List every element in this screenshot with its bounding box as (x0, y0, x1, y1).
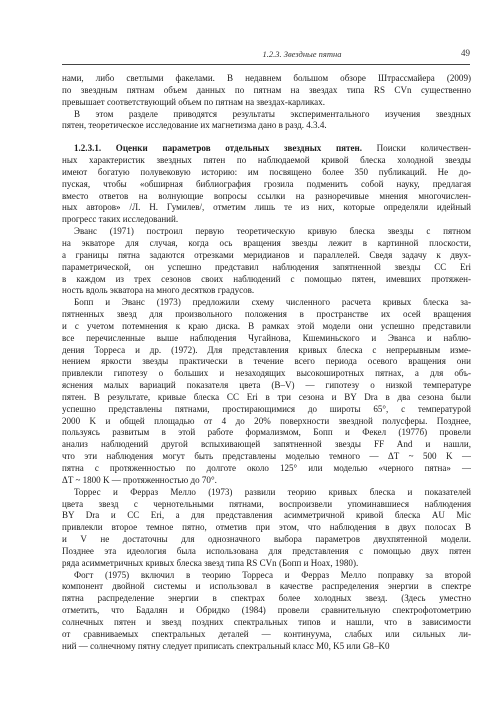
text-line: пятна с протяженностью по долготе около 125° или моделью «черного пятна» — (62, 463, 471, 473)
text-line: на экваторе для случая, когда ось вращения звезды лежит в картинной плоскости, (62, 237, 471, 248)
text-line: что эти наблюдения могут быть представлены моделью темного — ΔT ~ 500 K — (62, 451, 471, 462)
page-header (62, 46, 470, 65)
section-heading: 1.2.3.1. Оценки параметров отдельных звездных пятен. (74, 143, 362, 154)
paragraph (62, 109, 471, 133)
text-line: пятен. В результате, кривые блеска CC Eri в три сезона и BY Dra в два сезона были (62, 391, 471, 402)
text-line: ных характеристик звездных пятен по наблюдаемой кривой блеска холодной звезды (62, 155, 471, 166)
text-line: по звездным пятнам объем данных по пятнам на звездах типа RS CVn существенно (62, 84, 471, 95)
text-line: нами, либо светлыми факелами. В недавнем большом обзоре Штрассмайера (2009) (62, 73, 471, 83)
text-line: ность вдоль экватора на много десятков градусов. (62, 285, 255, 296)
paragraph (62, 570, 471, 653)
text-run: Поиски количествен- (361, 143, 471, 154)
text-line: анализ наблюдений другой вспыхивающей запятненной звезды FF And и нашли, (62, 439, 471, 450)
text-line: все перечисленные выше наблюдения Чугайнова, Кшеминьского и Эванса и наблю- (62, 332, 471, 343)
text-line: Фогт (1975) включил в теорию Торреса и Ферраз Мелло поправку за второй (74, 569, 471, 580)
paragraph (62, 487, 471, 570)
text-line: пуская, чтобы «обширная библиография грозила подменить собой науку, предлагая (62, 178, 471, 189)
text-line: вместо ответов на волнующие вопросы ссылки на разноречивые мнения многочислен- (62, 190, 471, 201)
text-line: ний — солнечному пятну следует приписать спектральный класс M0, K5 или G8–K0 (62, 640, 390, 651)
text-line: ных авторов» /Л. Н. Гумилев/, отметим лишь те из них, которые определяли идейный (62, 202, 471, 213)
text-line: превышает соответствующий объем по пятнам на звездах-карликах. (62, 96, 325, 107)
text-line: отметить, что Бадалян и Обридко (1984) провели сравнительную спектрофотометрию (62, 605, 471, 616)
text-line: дения Торреса и др. (1972). Для представления кривых блеска с непрерывным изме- (62, 344, 471, 355)
text-line: пятна распределение энергии в спектрах более холодных звезд. (Здесь уместно (62, 593, 471, 604)
text-line: параметрической, он успешно представил наблюдения запятненной звезды CC Eri (62, 261, 471, 272)
paragraph (62, 143, 471, 226)
text-line: а границы пятна задаются отрезками меридианов и параллелей. Сведя задачу к двух- (62, 249, 471, 260)
page-number: 49 (461, 48, 470, 58)
text-line: ΔT ~ 1800 K — протяженностью до 70°. (62, 474, 217, 485)
text-line: BY Dra и CC Eri, а для представления асимметричной кривой блеска AU Mic (62, 510, 471, 521)
text-line: Торрес и Ферраз Мелло (1973) развили теорию кривых блеска и показателей (74, 486, 471, 497)
text-line: в каждом из трех сезонов своих наблюдений с помощью пятен, имевших протяжен- (62, 273, 471, 284)
paragraph (62, 297, 471, 487)
text-line: пятен, теоретическое исследование их магнетизма дано в разд. 4.3.4. (62, 120, 327, 131)
text-line: от сравниваемых спектральных деталей — континуума, слабых или сильных ли- (62, 628, 471, 639)
text-line: и с учетом потемнения к краю диска. В рамках этой модели они успешно представили (62, 320, 471, 331)
text-line: прогресс таких исследований. (62, 214, 179, 225)
text-line: ряда асимметричных кривых блеска звезд типа RS CVn (Бопп и Ноах, 1980). (62, 557, 359, 568)
text-line: солнечных пятен и звезд поздних спектральных типов и нашли, что в зависимости (62, 616, 471, 627)
text-line (62, 143, 471, 155)
text-line: яснения малых вариаций показателя цвета (B–V) — гипотезу о низкой температуре (62, 380, 471, 391)
body-text (62, 73, 471, 653)
paragraph (62, 73, 471, 109)
text-line: нением яркости звезды практически в течение всего периода осевого вращения они (62, 356, 471, 367)
paragraph (62, 226, 471, 297)
text-line: привлекли второе темное пятно, отметив при этом, что наблюдения в двух полосах B (62, 522, 471, 533)
text-line: имеют богатую полувековую историю: им посвящено более 350 публикаций. Не до- (62, 166, 471, 177)
text-line: компонент двойной системы и использовал в качестве распределения энергии в спектре (62, 581, 471, 592)
text-line: В этом разделе приводятся результаты экспериментального изучения звездных (74, 108, 471, 119)
text-line: пятненных звезд для произвольного положения в пространстве их осей вращения (62, 309, 471, 320)
running-head: 1.2.3. Звездные пятна (262, 49, 342, 59)
text-line: Позднее эта идеология была использована для представления с помощью двух пятен (62, 545, 471, 556)
text-line: Бопп и Эванс (1973) предложили схему численного расчета кривых блеска за- (74, 297, 471, 308)
text-line: привлекли гипотезу о больших и незаходящих высокоширотных пятнах, а для объ- (62, 368, 471, 379)
text-line: 2000 K и общей площадью от 4 до 20% поверхности звездной полусферы. Позднее, (62, 415, 471, 426)
text-line: Эванс (1971) построил первую теоретическую кривую блеска звезды с пятном (74, 226, 471, 237)
text-line: успешно представлены пятнами, простирающимися до широты 65°, с температурой (62, 403, 471, 414)
text-line: пользуясь развитым в этой работе формализмом, Бопп и Фекел (1977б) провели (62, 427, 471, 438)
text-line: и V не достаточны для однозначного выбора параметров двухпятенной модели. (62, 534, 471, 545)
text-line: цвета звезд с чернотельными пятнами, воспроизвели упоминавшиеся наблюдения (62, 498, 471, 509)
